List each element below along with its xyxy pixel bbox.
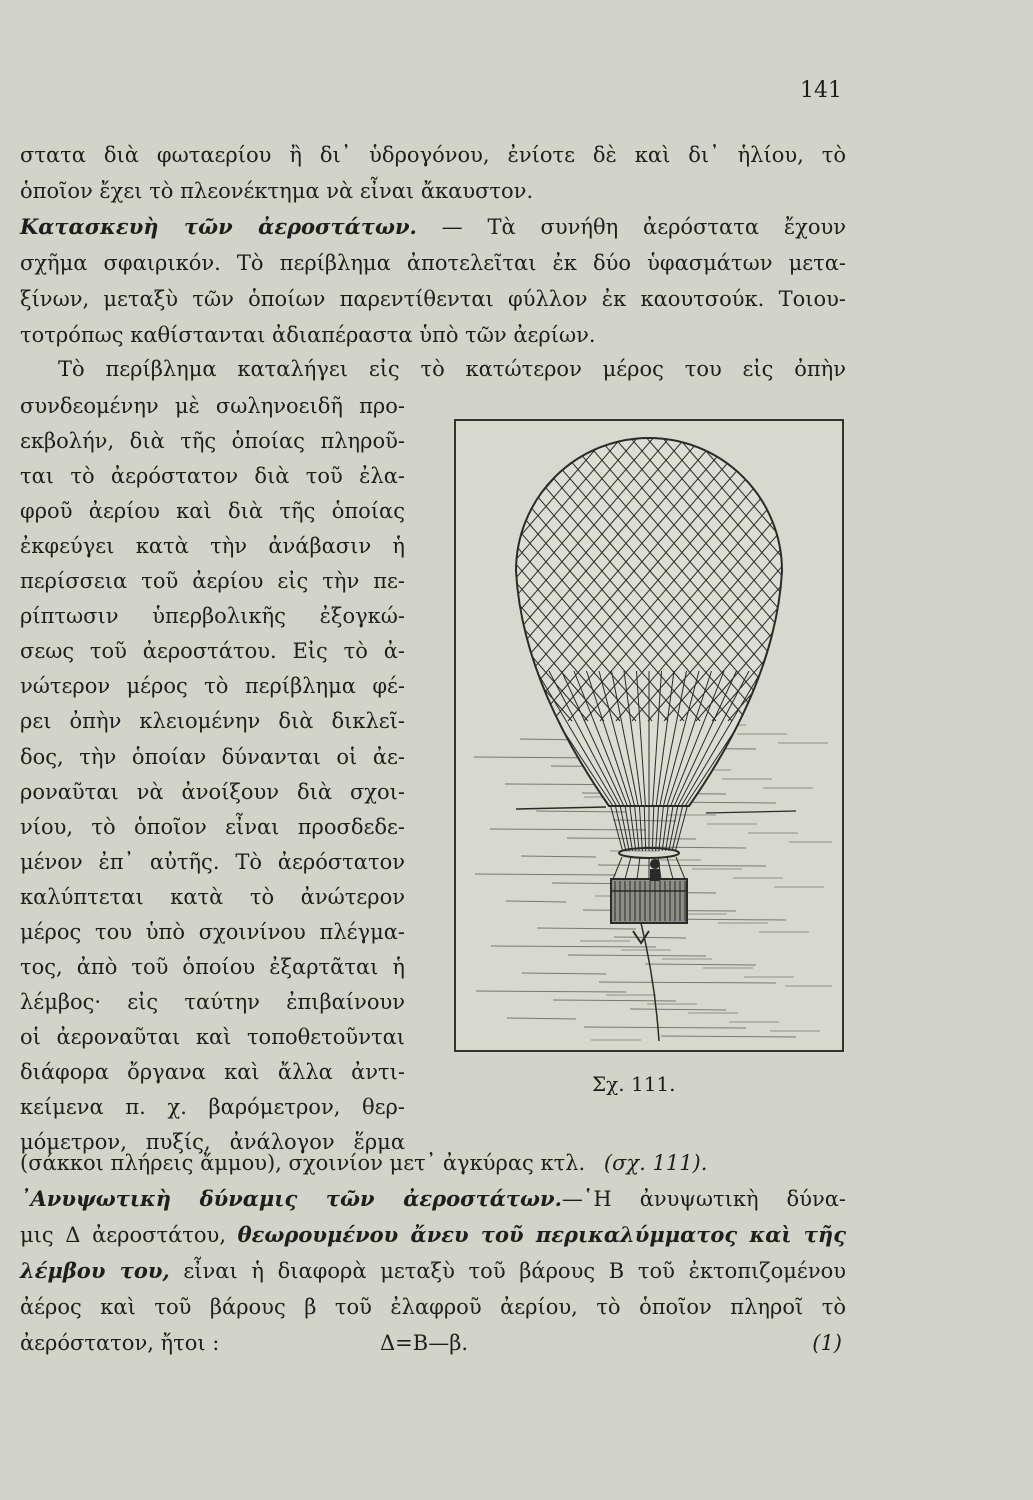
water-stroke [521, 856, 596, 857]
water-stroke [476, 991, 626, 992]
aeronaut-head [650, 859, 660, 869]
wrapped-text-line: νίου, τὸ ὁποῖον εἶναι προσδεδε- [20, 814, 405, 839]
water-stroke [614, 937, 686, 938]
water-stroke [553, 1000, 676, 1001]
text-line: σχῆμα σφαιρικόν. Τὸ περίβλημα ἀποτελεῖται ἐκ δύο ὑφασμάτων μετα- [20, 251, 846, 275]
water-stroke [490, 829, 646, 830]
wrapped-text-line: περίσσεια τοῦ ἀερίου εἰς τὴν πε- [20, 569, 405, 594]
water-stroke [567, 838, 696, 839]
basket-rope [613, 857, 622, 879]
text-line: στατα διὰ φωταερίου ἢ δι᾽ ὑδρογόνου, ἐνίοτε δὲ καὶ δι᾽ ἡλίου, τὸ [20, 143, 846, 167]
wrapped-text-line: μόμετρον, πυξίς, ἀνάλογον ἕρμα [20, 1130, 405, 1155]
emphasis: λέμβου του, [20, 1258, 170, 1283]
water-stroke [568, 955, 706, 956]
wrapped-text-line: δος, τὴν ὁποίαν δύνανται οἱ ἀε- [20, 744, 405, 769]
figure-reference: (σχ. 111). [603, 1151, 708, 1175]
section-heading-line [20, 1185, 846, 1213]
wrapped-text-line: εκβολήν, διὰ τῆς ὁποίας πληροῦ- [20, 429, 405, 454]
text-span: εἶναι ἡ διαφορὰ μεταξὺ τοῦ βάρους Β τοῦ ἐκτοπιζομένου [169, 1259, 846, 1283]
section-heading: ᾽Ανυψωτικὴ δύναμις τῶν ἀεροστάτων. [20, 1186, 562, 1211]
text-span: ἀερόστατον, ἤτοι : [20, 1331, 220, 1355]
figure-caption: Σχ. 111. [592, 1072, 676, 1096]
gondola-basket [611, 879, 687, 923]
equation-number: (1) [812, 1331, 842, 1355]
water-stroke [475, 874, 616, 875]
section-heading-line [20, 213, 846, 241]
water-stroke [507, 1018, 576, 1019]
paragraph-first-line: Τὸ περίβλημα καταλήγει εἰς τὸ κατώτερον μέρος του εἰς ὀπὴν [58, 357, 846, 381]
balloon-illustration [456, 421, 842, 1050]
wrapped-text-line: ρίπτωσιν ὑπερβολικῆς ἐξογκώ- [20, 604, 405, 629]
basket-rope [637, 857, 640, 879]
wrapped-text-line: μένον ἐπ᾽ αὐτῆς. Τὸ ἀερόστατον [20, 849, 405, 874]
water-stroke [506, 901, 566, 902]
water-stroke [522, 973, 606, 974]
suspension-rope [656, 806, 659, 851]
text-span: μις Δ ἀεροστάτου, [20, 1223, 238, 1247]
suspension-rope [644, 806, 646, 851]
water-stroke [630, 1009, 726, 1010]
wrapped-text-line: ροναῦται νὰ ἀνοίξουν διὰ σχοι- [20, 779, 405, 804]
wrapped-text-line: καλύπτεται κατὰ τὸ ἀνώτερον [20, 884, 405, 909]
wrapped-text-line: μέρος του ὑπὸ σχοινίνου πλέγμα- [20, 919, 405, 944]
horizon-line [516, 807, 606, 809]
suspension-rope [639, 806, 642, 851]
text-line: τοτρόπως καθίστανται ἀδιαπέραστα ὑπὸ τῶν ἀερίων. [20, 323, 596, 347]
wrapped-text-line: συνδεομένην μὲ σωληνοειδῆ προ- [20, 394, 405, 418]
formula: Δ=Β—β. [380, 1331, 469, 1355]
suspension-rope [652, 806, 654, 851]
water-stroke [598, 865, 766, 866]
wrapped-text-line: λέμβος· εἰς ταύτην ἐπιβαίνουν [20, 989, 405, 1014]
water-stroke [661, 1036, 796, 1037]
suspension-rope [625, 806, 633, 851]
water-stroke [584, 1027, 746, 1028]
page-number: 141 [800, 78, 842, 103]
text-span: (σάκκοι πλήρεις ἄμμου), σχοινίον μετ᾽ ἀγκύρας κτλ. [20, 1151, 586, 1175]
section-heading: Κατασκευὴ τῶν ἀεροστάτων. [20, 214, 417, 239]
aeronaut-body [650, 869, 660, 881]
text-span: — Τὰ συνήθη ἀερόστατα ἔχουν [416, 215, 847, 239]
figure-frame [454, 419, 844, 1052]
water-stroke [491, 946, 656, 947]
wrapped-text-line: κείμενα π. χ. βαρόμετρον, θερ- [20, 1095, 405, 1119]
wrapped-text-line: τος, ἀπὸ τοῦ ὁποίου ἐξαρτᾶται ἡ [20, 954, 405, 979]
text-line: ἀέρος καὶ τοῦ βάρους β τοῦ ἐλαφροῦ ἀερίου, τὸ ὁποῖον πληροῖ τὸ [20, 1295, 846, 1319]
emphasis: θεωρουμένου ἄνευ τοῦ περικαλύμματος καὶ τῆς [237, 1222, 846, 1247]
suspension-rope [666, 806, 674, 851]
text-span: —῾Η ἀνυψωτικὴ δύνα- [561, 1187, 847, 1211]
text-line [20, 1257, 846, 1285]
text-line: ξίνων, μεταξὺ τῶν ὁποίων παρεντίθενται φύλλον ἐκ καουτσούκ. Τοιου- [20, 287, 846, 311]
water-stroke [599, 982, 776, 983]
text-line: ὁποῖον ἔχει τὸ πλεονέκτημα νὰ εἶναι ἄκαυστον. [20, 179, 534, 203]
wrapped-text-line: ται τὸ ἀερόστατον διὰ τοῦ ἐλα- [20, 464, 405, 489]
wrapped-text-line: ἐκφεύγει κατὰ τὴν ἀνάβασιν ἡ [20, 534, 405, 559]
wrapped-text-line: διάφορα ὄργανα καὶ ἄλλα ἀντι- [20, 1059, 405, 1084]
wrapped-text-line: φροῦ ἀερίου καὶ διὰ τῆς ὁποίας [20, 499, 405, 524]
text-line [20, 1149, 846, 1177]
horizon-line [706, 811, 796, 813]
water-stroke [645, 964, 756, 965]
wrapped-text-line: νώτερον μέρος τὸ περίβλημα φέ- [20, 674, 405, 699]
wrapped-text-line: οἱ ἀεροναῦται καὶ τοποθετοῦνται [20, 1024, 405, 1049]
water-stroke [537, 928, 636, 929]
basket-rope [625, 857, 631, 879]
wrapped-text-line: σεως τοῦ ἀεροστάτου. Εἰς τὸ ἀ- [20, 639, 405, 664]
wrapped-text-line: ρει ὀπὴν κλειομένην διὰ δικλεῖ- [20, 709, 405, 734]
formula-line [20, 1329, 846, 1357]
text-line [20, 1221, 846, 1249]
